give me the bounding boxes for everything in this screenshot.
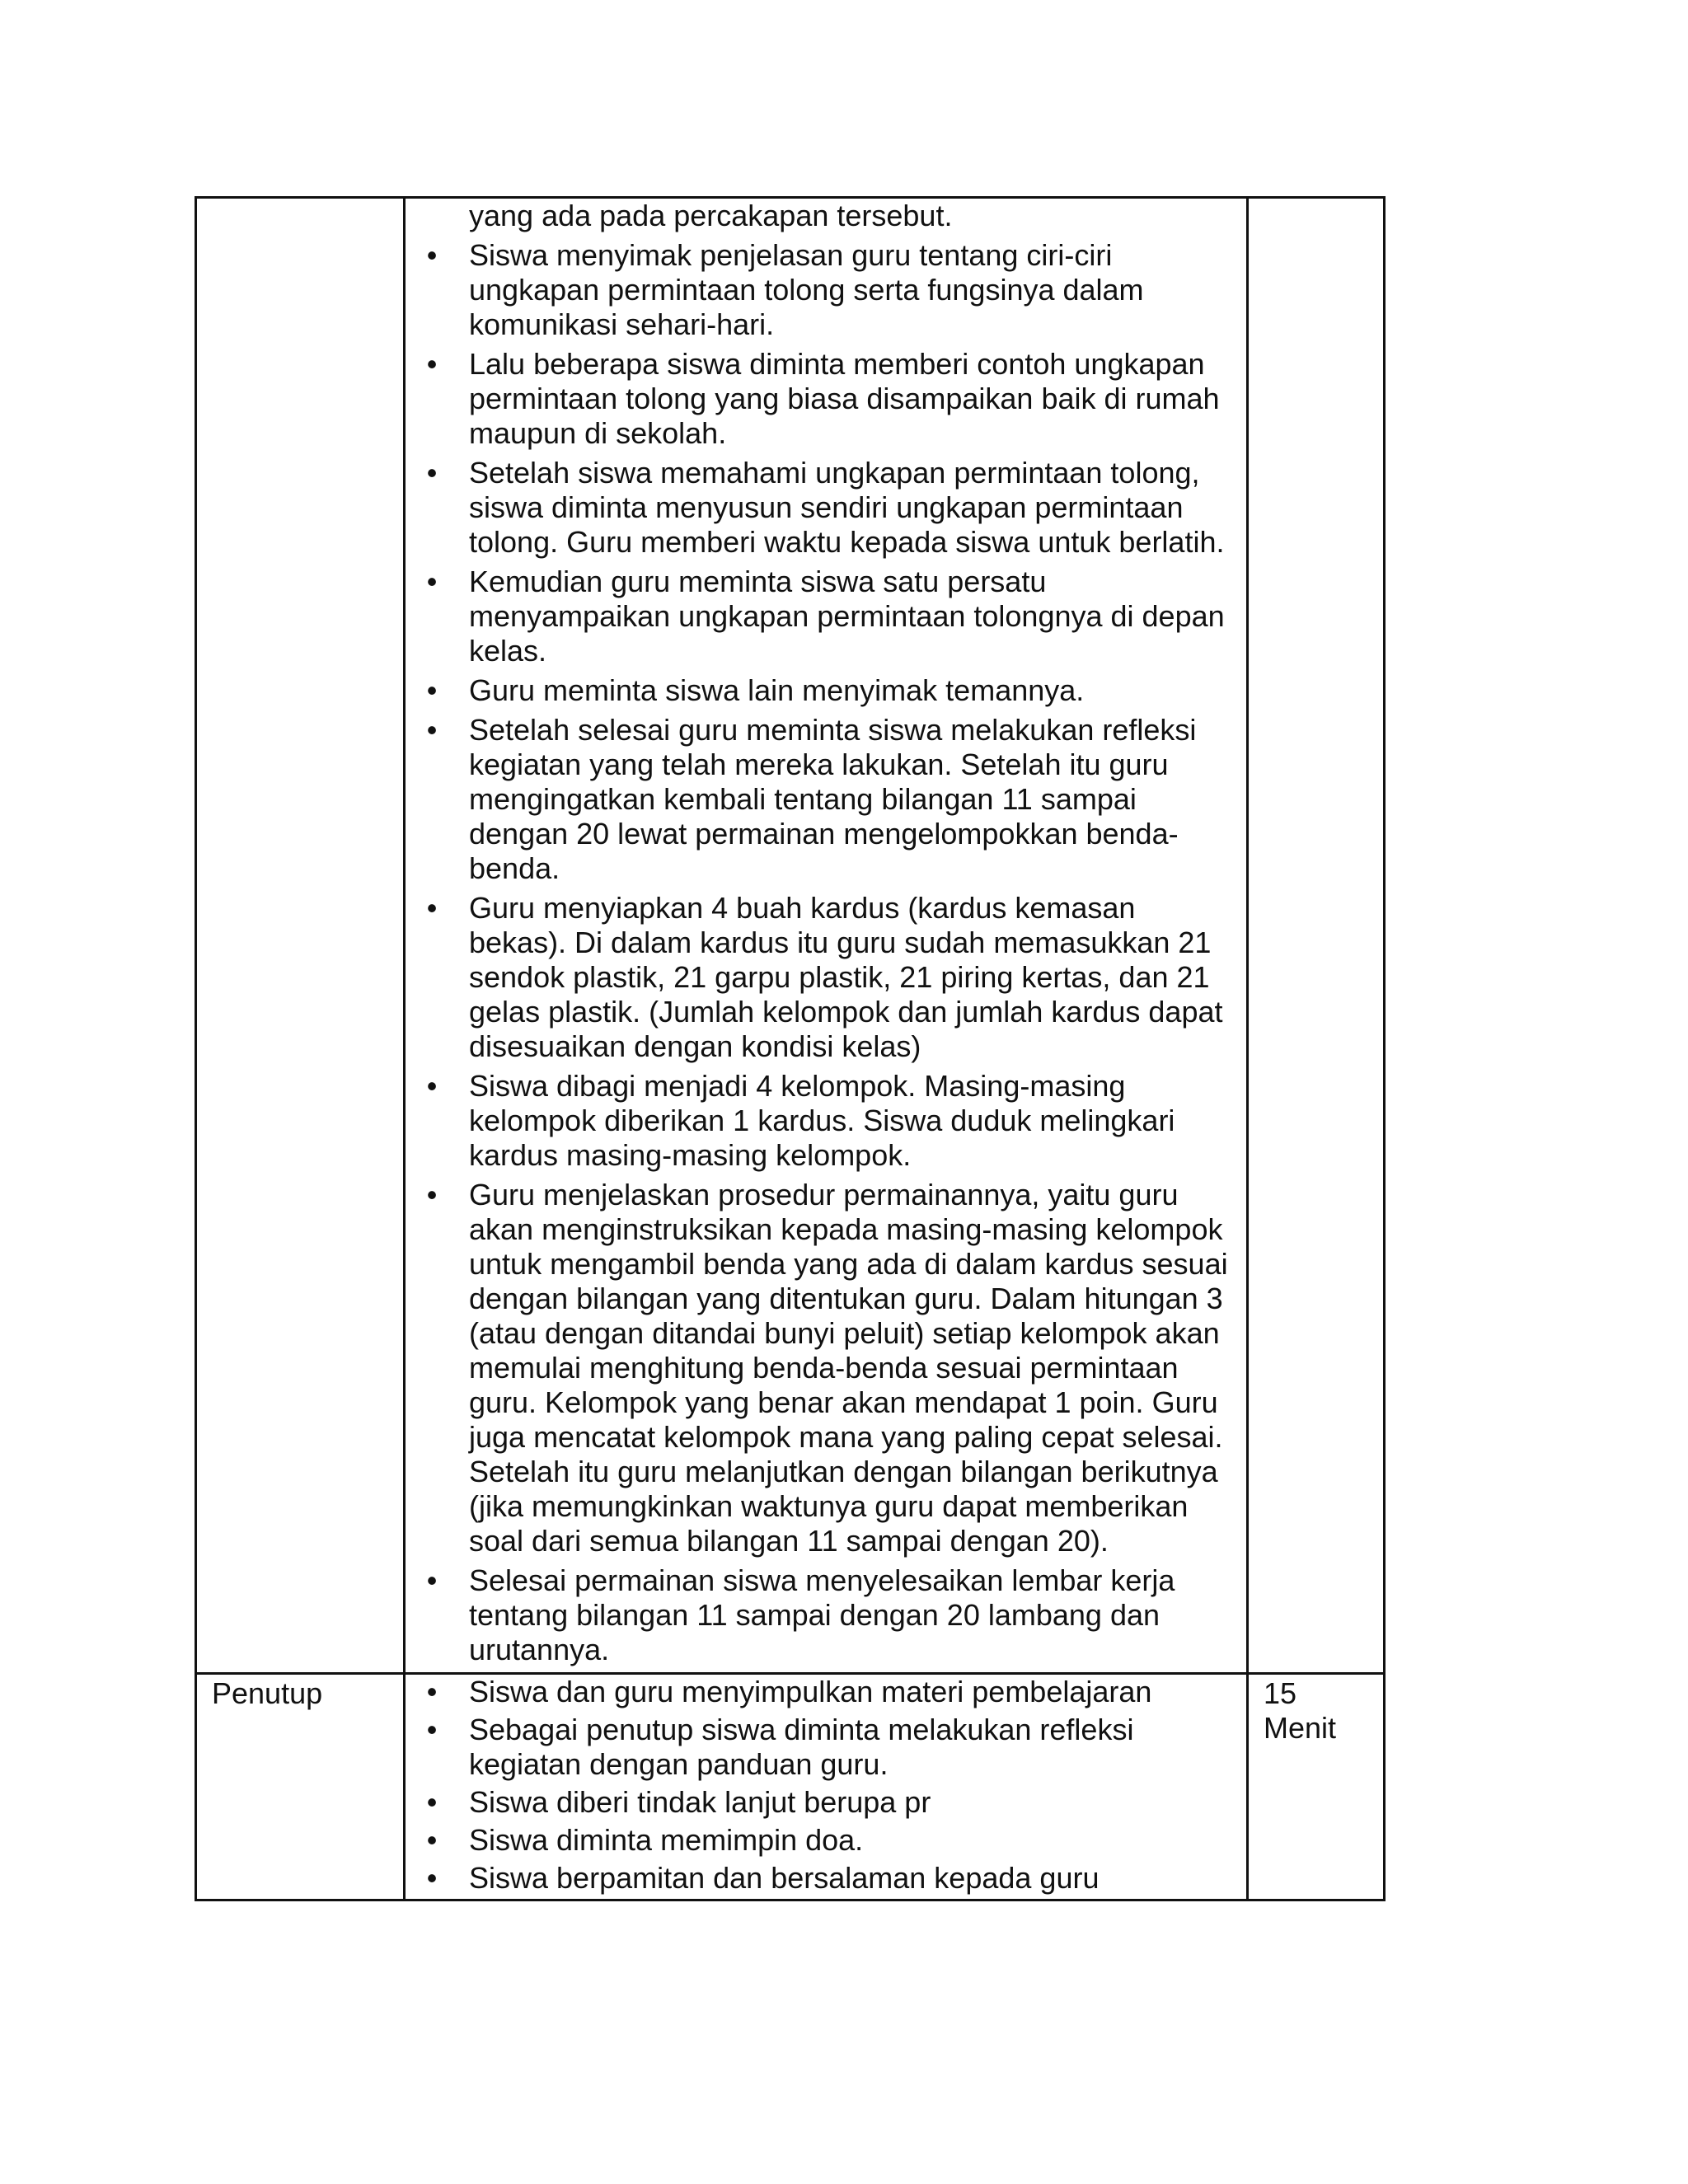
activity-list (406, 199, 1246, 1667)
bullet-icon: • (426, 1861, 438, 1895)
list-item-text: Siswa diberi tindak lanjut berupa pr (469, 1785, 931, 1819)
bullet-icon: • (426, 1069, 438, 1103)
list-item-text: Guru menjelaskan prosedur permainannya, yaitu guru akan menginstruksikan kepada masing-masing kelompok untuk mengambil benda yang ada di dalam kardus sesuai dengan bilangan yang ditentukan guru. Dalam hitungan 3 (atau dengan ditandai bunyi peluit) setiap kelompok akan memulai menghitung benda-benda sesuai permintaan guru. Kelompok yang benar akan mendapat 1 poin. Guru juga mencatat kelompok mana yang paling cepat selesai. Setelah itu guru melanjutkan dengan bilangan berikutnya (jika memungkinkan waktunya guru dapat memberikan soal dari semua bilangan 11 sampai dengan 20). (469, 1178, 1228, 1558)
list-item (406, 673, 1246, 708)
list-item (406, 1713, 1246, 1782)
bullet-icon: • (426, 1675, 438, 1708)
list-item (406, 1069, 1246, 1173)
bullet-icon: • (426, 1713, 438, 1746)
list-item (406, 713, 1246, 886)
bullet-icon: • (426, 713, 438, 747)
bullet-icon: • (426, 565, 438, 598)
activity-list (406, 1675, 1246, 1896)
list-item-text: Guru menyiapkan 4 buah kardus (kardus kemasan bekas). Di dalam kardus itu guru sudah memasukkan 21 sendok plastik, 21 garpu plastik, 21 piring kertas, dan 21 gelas plastik. (Jumlah kelompok dan jumlah kardus dapat disesuaikan dengan kondisi kelas) (469, 891, 1223, 1063)
list-item (406, 1563, 1246, 1667)
list-item-text: Siswa menyimak penjelasan guru tentang ciri-ciri ungkapan permintaan tolong serta fungsinya dalam komunikasi sehari-hari. (469, 238, 1144, 341)
table-row (196, 198, 1385, 1674)
bullet-icon: • (426, 673, 438, 707)
continued-text-content: yang ada pada percakapan tersebut. (469, 199, 953, 232)
bullet-icon: • (426, 1563, 438, 1597)
bullet-icon: • (426, 456, 438, 490)
list-item-text: Guru meminta siswa lain menyimak temannya. (469, 673, 1085, 707)
list-item (406, 238, 1246, 342)
bullet-icon: • (426, 1178, 438, 1212)
phase-label (197, 199, 403, 200)
list-item (406, 1178, 1246, 1558)
bullet-icon: • (426, 1823, 438, 1857)
time-cell (1248, 1674, 1385, 1900)
list-item (406, 456, 1246, 560)
activity-cell (405, 198, 1248, 1674)
phase-cell (196, 1674, 405, 1900)
list-item (406, 1861, 1246, 1896)
list-item-text: Siswa dibagi menjadi 4 kelompok. Masing-masing kelompok diberikan 1 kardus. Siswa duduk melingkari kardus masing-masing kelompok. (469, 1069, 1175, 1172)
list-item (406, 1823, 1246, 1858)
list-item-text: Setelah selesai guru meminta siswa melakukan refleksi kegiatan yang telah mereka lakukan. Setelah itu guru mengingatkan kembali tentang bilangan 11 sampai dengan 20 lewat permainan mengelompokkan benda- benda. (469, 713, 1197, 885)
time-label: 15 Menit (1264, 1676, 1337, 1745)
list-item (406, 1785, 1246, 1820)
list-item-text: Setelah siswa memahami ungkapan permintaan tolong, siswa diminta menyusun sendiri ungkapan permintaan tolong. Guru memberi waktu kepada siswa untuk berlatih. (469, 456, 1225, 559)
continued-text (406, 199, 1246, 233)
list-item-text: Sebagai penutup siswa diminta melakukan refleksi kegiatan dengan panduan guru. (469, 1713, 1134, 1781)
list-item (406, 347, 1246, 451)
bullet-icon: • (426, 347, 438, 381)
list-item-text: Lalu beberapa siswa diminta memberi contoh ungkapan permintaan tolong yang biasa disampaikan baik di rumah maupun di sekolah. (469, 347, 1220, 450)
phase-label: Penutup (212, 1676, 323, 1710)
list-item-text: Selesai permainan siswa menyelesaikan lembar kerja tentang bilangan 11 sampai dengan 20 lambang dan urutannya. (469, 1563, 1175, 1666)
bullet-icon: • (426, 238, 438, 272)
bullet-icon: • (426, 891, 438, 925)
bullet-icon: • (426, 1785, 438, 1819)
activity-cell (405, 1674, 1248, 1900)
list-item (406, 565, 1246, 668)
list-item-text: Siswa dan guru menyimpulkan materi pembelajaran (469, 1675, 1152, 1708)
list-item-text: Kemudian guru meminta siswa satu persatu menyampaikan ungkapan permintaan tolongnya di depan kelas. (469, 565, 1225, 668)
table-row (196, 1674, 1385, 1900)
time-label (1249, 199, 1362, 200)
phase-cell (196, 198, 405, 1674)
list-item (406, 1675, 1246, 1709)
list-item (406, 891, 1246, 1064)
lesson-plan-table (195, 196, 1386, 1901)
time-cell (1248, 198, 1385, 1674)
list-item-text: Siswa diminta memimpin doa. (469, 1823, 864, 1857)
list-item-text: Siswa berpamitan dan bersalaman kepada guru (469, 1861, 1100, 1895)
